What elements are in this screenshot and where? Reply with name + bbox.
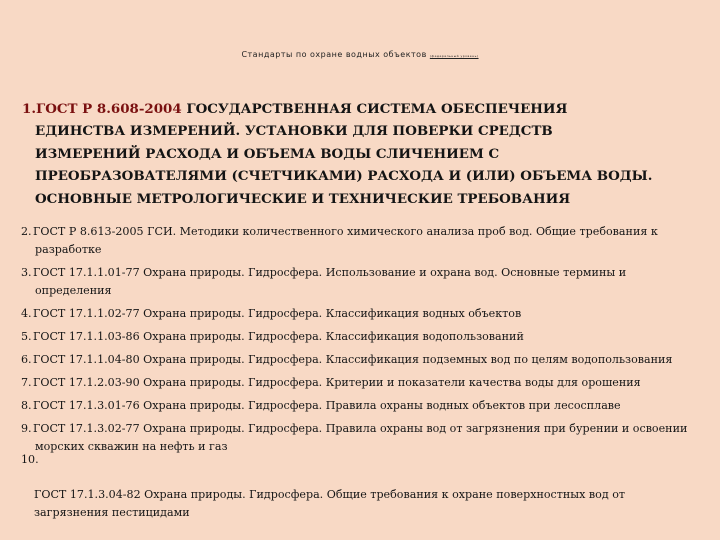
list-item-text: ГОСТ 17.1.3.01-76 Охрана природы. Гидросфера. Правила охраны водных объектов при лесосплаве [33, 399, 621, 412]
list-item-number: 3. [21, 266, 32, 279]
list-item-3 [21, 264, 711, 300]
list-item-number: 5. [21, 330, 32, 343]
list-item-10-text: ГОСТ 17.1.3.04-82 Охрана природы. Гидросфера. Общие требования к охране поверхностных вод от [34, 488, 626, 501]
list-item-number: 8. [21, 399, 32, 412]
list-item-4 [21, 305, 711, 323]
list-item-number: 2. [21, 225, 32, 238]
standards-list [21, 223, 711, 461]
list-item-text-cont: разработке [35, 243, 102, 256]
slide-title-text: Стандарты по охране водных объектов [241, 50, 427, 59]
list-item-2 [21, 223, 711, 259]
list-item-text: ГОСТ 17.1.1.01-77 Охрана природы. Гидросфера. Использование и охрана вод. Основные термины и [33, 266, 627, 279]
list-item-text: ГОСТ 17.1.1.02-77 Охрана природы. Гидросфера. Классификация водных объектов [33, 307, 522, 320]
list-item-10-number: 10. [21, 453, 39, 466]
list-item-text-cont: определения [35, 284, 112, 297]
list-item-9 [21, 420, 711, 456]
list-item-1-line-1 [22, 98, 702, 120]
list-item-number: 9. [21, 422, 32, 435]
list-item-text-cont: морских скважин на нефть и газ [35, 440, 228, 453]
list-item-5 [21, 328, 711, 346]
list-item-10 [34, 486, 704, 522]
list-item-1-text-2: ЕДИНСТВА ИЗМЕРЕНИЙ. УСТАНОВКИ ДЛЯ ПОВЕРКИ СРЕДСТВ [35, 123, 553, 140]
list-item-1 [22, 98, 702, 210]
list-item-6 [21, 351, 711, 369]
slide-title-small: (федеральный уровень) [429, 54, 479, 58]
list-item-number: 4. [21, 307, 32, 320]
list-item-text: ГОСТ 17.1.3.02-77 Охрана природы. Гидросфера. Правила охраны вод от загрязнения при бурении и освоении [33, 422, 688, 435]
list-item-text: ГОСТ 17.1.1.03-86 Охрана природы. Гидросфера. Классификация водопользований [33, 330, 524, 343]
list-item-1-text-3: ИЗМЕРЕНИЙ РАСХОДА И ОБЪЕМА ВОДЫ СЛИЧЕНИЕМ С [35, 145, 500, 162]
list-item-1-text-5: ОСНОВНЫЕ МЕТРОЛОГИЧЕСКИЕ И ТЕХНИЧЕСКИЕ ТРЕБОВАНИЯ [35, 190, 571, 207]
list-item-1-text-1: ГОСУДАРСТВЕННАЯ СИСТЕМА ОБЕСПЕЧЕНИЯ [186, 101, 568, 117]
slide-title [0, 50, 720, 59]
list-item-text: ГОСТ 17.1.1.04-80 Охрана природы. Гидросфера. Классификация подземных вод по целям водопользования [33, 353, 673, 366]
list-item-text: ГОСТ Р 8.613-2005 ГСИ. Методики количественного химического анализа проб вод. Общие требования к [33, 225, 658, 238]
list-item-7 [21, 374, 711, 392]
list-item-number: 7. [21, 376, 32, 389]
list-item-1-number: 1. [22, 101, 36, 117]
list-item-8 [21, 397, 711, 415]
list-item-number: 6. [21, 353, 32, 366]
list-item-1-code: ГОСТ Р 8.608-2004 [35, 101, 182, 117]
list-item-text: ГОСТ 17.1.2.03-90 Охрана природы. Гидросфера. Критерии и показатели качества воды для орошения [33, 376, 641, 389]
list-item-10-text-cont: загрязнения пестицидами [34, 506, 190, 519]
list-item-1-text-4: ПРЕОБРАЗОВАТЕЛЯМИ (СЧЕТЧИКАМИ) РАСХОДА И (ИЛИ) ОБЪЕМА ВОДЫ. [35, 168, 653, 185]
